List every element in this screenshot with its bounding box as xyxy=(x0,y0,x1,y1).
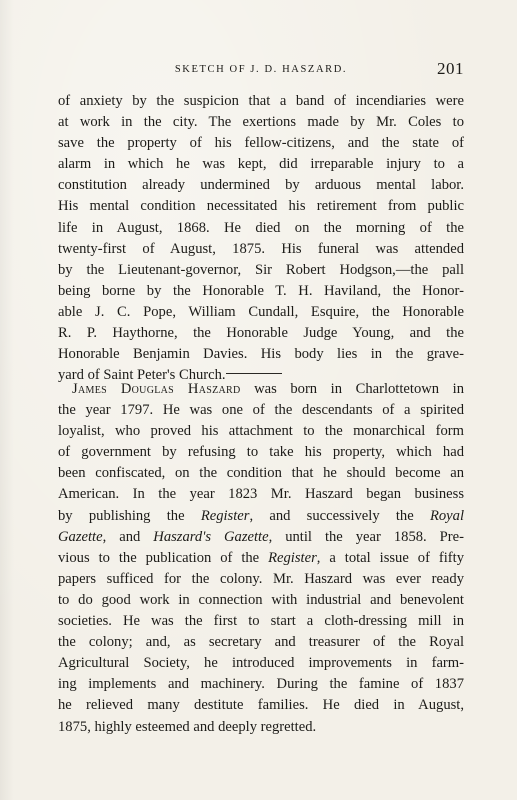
page-number: 201 xyxy=(437,59,464,78)
text-line: twenty-first of August, 1875. His funeral was attended xyxy=(58,240,464,257)
text-line: American. In the year 1823 Mr. Haszard began business xyxy=(58,486,464,503)
text-line: alarm in which he was kept, did irreparable injury to a xyxy=(58,156,464,173)
text-line: Honorable Benjamin Davies. His body lies in the grave- xyxy=(58,346,464,363)
text-line: the colony; and, as secretary and treasurer of the Royal xyxy=(58,634,464,651)
running-title: SKETCH OF J. D. HASZARD. xyxy=(174,64,348,75)
text-fragment: by publishing the xyxy=(58,507,201,524)
text-line: life in August, 1868. He died on the morning of the xyxy=(58,219,464,236)
paragraph-haszard-sketch xyxy=(58,379,464,738)
text-fragment: was born in Charlottetown in xyxy=(240,381,464,397)
text-line: at work in the city. The exertions made by Mr. Coles to xyxy=(58,114,464,131)
text-line: Agricultural Society, he introduced improvements in farm- xyxy=(58,655,464,672)
text-line: able J. C. Pope, William Cundall, Esquire, the Honorable xyxy=(58,303,464,320)
text-line: constitution already undermined by arduous mental labor. xyxy=(58,177,464,194)
text-line: R. P. Haythorne, the Honorable Judge Young, and the xyxy=(58,325,464,342)
section-divider xyxy=(226,373,282,374)
text-line: being borne by the Honorable T. H. Haviland, the Honor- xyxy=(58,282,464,299)
text-fragment: , until the year 1858. Pre- xyxy=(268,528,464,545)
text-line: His mental condition necessitated his retirement from public xyxy=(58,198,464,215)
text-line: 1875, highly esteemed and deeply regretted. xyxy=(58,718,317,735)
text-fragment: , and successively the xyxy=(249,507,430,524)
text-line: save the property of his fellow-citizens, and the state of xyxy=(58,135,464,152)
text-line: he relieved many destitute families. He died in August, xyxy=(58,697,464,714)
text-line xyxy=(58,527,464,548)
text-line: loyalist, who proved his attachment to the monarchical form xyxy=(58,423,464,440)
text-line: of government by refusing to take his property, which had xyxy=(58,444,464,461)
italic-title: Register xyxy=(200,507,250,524)
text-line: been confiscated, on the condition that he should become an xyxy=(58,465,464,482)
text-line: by the Lieutenant-governor, Sir Robert Hodgson,—the pall xyxy=(58,261,464,278)
italic-title: Register xyxy=(268,549,317,566)
paragraph-coles-death xyxy=(58,91,464,386)
text-line xyxy=(58,379,464,400)
text-line xyxy=(58,548,464,569)
text-fragment: vious to the publication of the xyxy=(58,549,269,566)
text-line: papers sufficed for the colony. Mr. Haszard was ever ready xyxy=(58,570,464,587)
text-line xyxy=(58,506,464,527)
text-line: of anxiety by the suspicion that a band of incendiaries were xyxy=(58,93,464,109)
text-line: the year 1797. He was one of the descendants of a spirited xyxy=(58,402,464,419)
italic-title: Royal xyxy=(429,507,465,524)
page-header xyxy=(58,60,464,82)
text-line: yard of Saint Peter's Church. xyxy=(58,367,226,384)
italic-title: Gazette xyxy=(58,528,103,545)
text-line: to do good work in connection with industrial and benevolent xyxy=(58,591,464,608)
text-fragment: , a total issue of fifty xyxy=(316,549,464,566)
subject-name: James Douglas Haszard xyxy=(72,381,241,397)
text-fragment: , and xyxy=(102,528,154,545)
italic-title: Haszard's Gazette xyxy=(153,528,269,545)
text-line: societies. He was the first to start a cloth-dressing mill in xyxy=(58,613,464,630)
text-line: ing implements and machinery. During the famine of 1837 xyxy=(58,676,464,693)
